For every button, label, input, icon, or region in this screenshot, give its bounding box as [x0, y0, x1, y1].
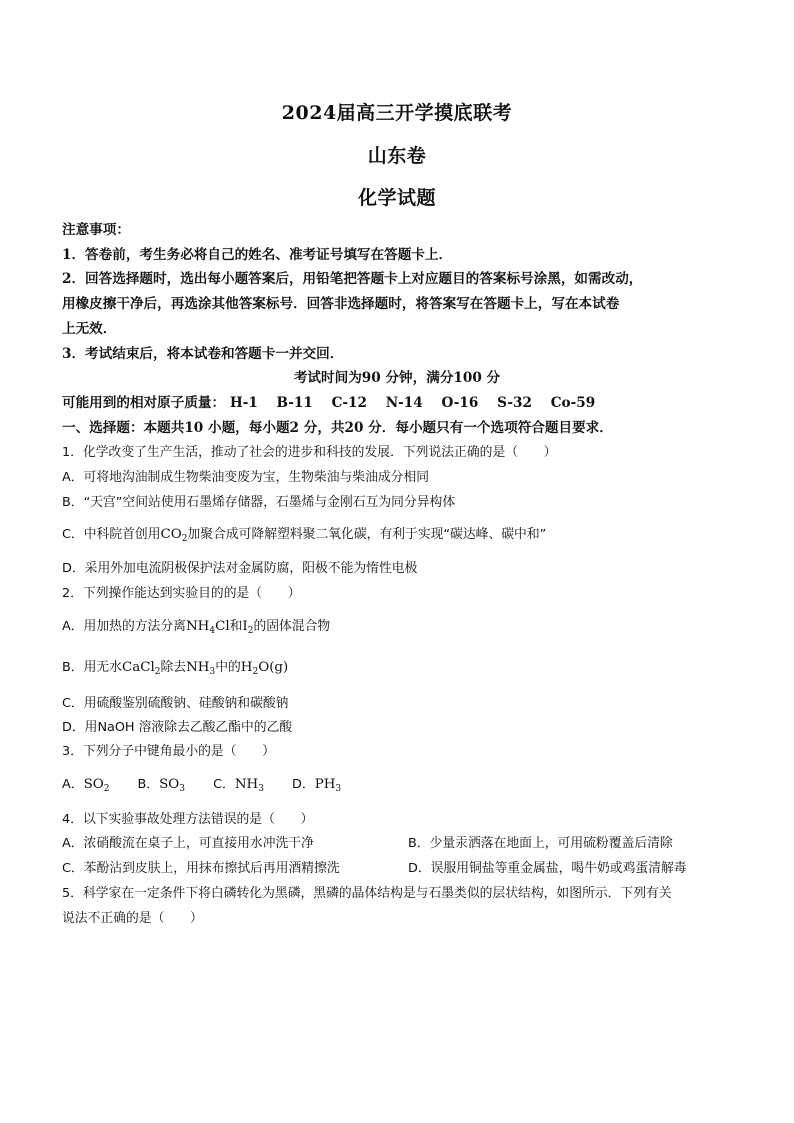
atomic-mass-o: O-16 [441, 395, 479, 411]
atomic-mass-h: H-1 [229, 395, 258, 411]
atomic-mass-label: 可能用到的相对原子质量： [62, 395, 226, 411]
chem-co2: $CO_2$ [160, 527, 188, 544]
q4-option-d: D．误服用铜盐等重金属盐，喝牛奶或鸡蛋清解毒 [408, 861, 687, 876]
q5-stem-line-2: 说法不正确的是（ ） [62, 911, 203, 926]
atomic-mass-s: S-32 [497, 395, 532, 411]
q1-option-d: D．采用外加电流阴极保护法对金属防腐，阳极不能为惰性电极 [62, 561, 418, 576]
q1-option-c: C．中科院首创用$CO_2$加聚合成可降解塑料聚二氧化碳，有利于实现“碳达峰、碳中和” [62, 527, 547, 544]
q4-option-b: B．少量汞洒落在地面上，可用硫粉覆盖后清除 [408, 836, 673, 851]
q3-options [62, 773, 341, 792]
atomic-mass-b: B-11 [276, 395, 313, 411]
q1-option-a: A．可将地沟油制成生物柴油变废为宝，生物柴油与柴油成分相同 [62, 470, 430, 485]
q4-option-c: C．苯酚沾到皮肤上，用抹布擦拭后再用酒精擦洗 [62, 861, 340, 876]
q2-option-c: C．用硫酸鉴别硫酸钠、硅酸钠和碳酸钠 [62, 696, 289, 711]
atomic-mass-co: Co-59 [550, 395, 596, 411]
q1-stem: 1．化学改变了生产生活，推动了社会的进步和科技的发展．下列说法正确的是（ ） [62, 445, 557, 460]
q4-stem: 4．以下实验事故处理方法错误的是（ ） [62, 812, 314, 827]
q3-option-a: A．$SO_2$ [62, 777, 110, 794]
q2-stem: 2．下列操作能达到实验目的的是（ ） [62, 586, 301, 601]
exam-subject: 化学试题 [357, 187, 436, 209]
notice-item-2-line-2: 用橡皮擦干净后，再选涂其他答案标号．回答非选择题时，将答案写在答题卡上，写在本试卷 [62, 296, 620, 312]
q3-stem: 3．下列分子中键角最小的是（ ） [62, 744, 275, 759]
q4-option-a: A．浓硝酸流在桌子上，可直接用水冲洗干净 [62, 836, 314, 851]
exam-region: 山东卷 [367, 145, 427, 167]
q2-option-d: D．用NaOH 溶液除去乙酸乙酯中的乙酸 [62, 720, 293, 735]
atomic-mass-c: C-12 [331, 395, 367, 411]
chem-nh4cl: $NH_4Cl$ [185, 619, 230, 636]
q1-option-b: B．“天宫”空间站使用石墨烯存储器，石墨烯与金刚石互为同分异构体 [62, 495, 456, 510]
atomic-mass-n: N-14 [385, 395, 423, 411]
chem-cacl2: CaCl$_2$ [121, 660, 161, 677]
q3-option-b: B．$SO_3$ [137, 777, 185, 794]
atomic-mass-row [62, 391, 595, 411]
q2-option-b: B．用无水CaCl$_2$除去$NH_3$中的$H_2O(g)$ [62, 660, 289, 677]
q2-option-a: A．用加热的方法分离$NH_4Cl$和$I_2$的固体混合物 [62, 619, 331, 636]
notice-item-1: 1．答卷前，考生务必将自己的姓名、准考证号填写在答题卡上． [62, 247, 453, 263]
notice-item-2-line-1: 2．回答选择题时，选出每小题答案后，用铅笔把答题卡上对应题目的答案标号涂黑，如需改动， [62, 271, 643, 287]
q3-option-c: C．$NH_3$ [213, 777, 264, 794]
notice-item-3: 3．考试结束后，将本试卷和答题卡一并交回． [62, 346, 344, 362]
chem-nh3: $NH_3$ [186, 660, 216, 677]
notice-heading: 注意事项： [62, 222, 130, 238]
q5-stem-line-1: 5．科学家在一定条件下将白磷转化为黑磷，黑磷的晶体结构是与石墨类似的层状结构，如图所示．下列有关 [62, 886, 672, 901]
q3-option-d: D．$PH_3$ [292, 777, 342, 794]
notice-item-2-line-3: 上无效． [62, 321, 117, 337]
chem-i2: $I_2$ [242, 619, 254, 636]
chem-h2o-gas: $H_2O(g)$ [240, 660, 289, 677]
exam-title: 2024届高三开学摸底联考 [281, 102, 513, 124]
exam-time-info: 考试时间为90 分钟，满分100 分 [293, 370, 501, 386]
section-1-heading: 一、选择题：本题共10 小题，每小题2 分，共20 分．每小题只有一个选项符合题目要求． [62, 420, 613, 436]
